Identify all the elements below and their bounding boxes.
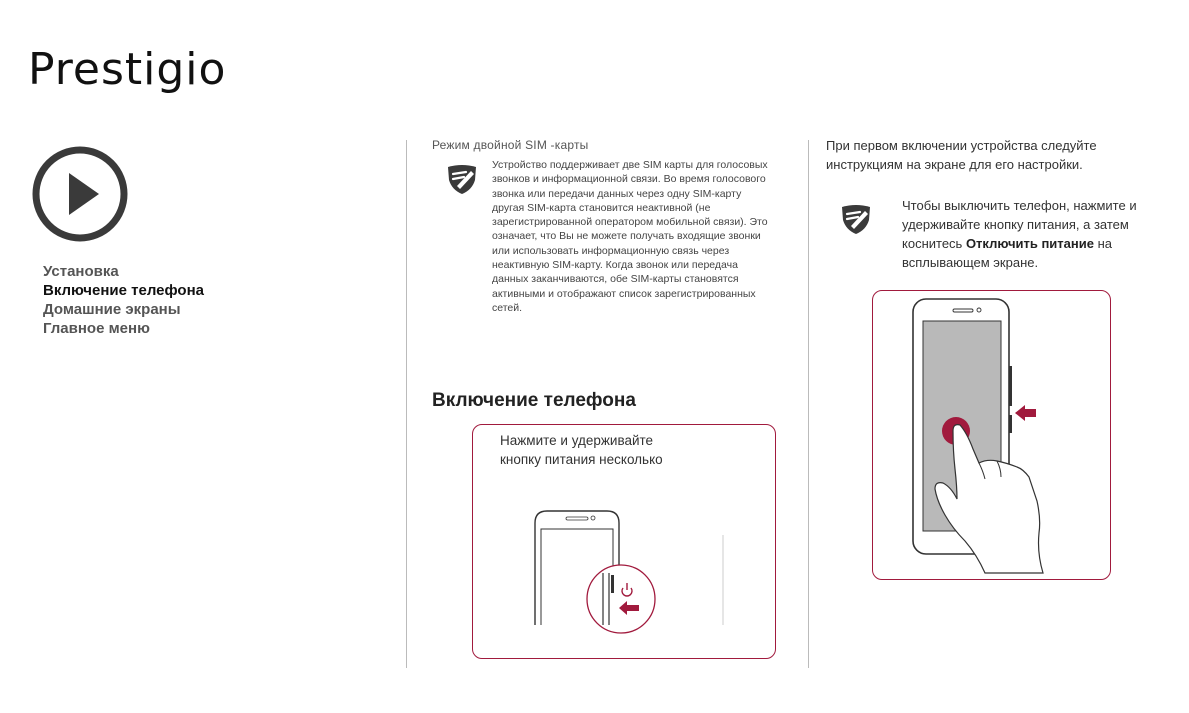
phone-touch-illustration: [873, 291, 1110, 579]
note-pen-icon: [444, 162, 480, 196]
power-on-illustration-frame: [472, 424, 776, 659]
arrow-left-icon: [1015, 405, 1036, 421]
sidebar-item-power-on[interactable]: Включение телефона: [43, 282, 204, 299]
sidebar-item-home-screens[interactable]: Домашние экраны: [43, 301, 181, 318]
note-pen-icon: [838, 202, 874, 236]
power-on-instruction-line1: Нажмите и удерживайте: [500, 433, 654, 448]
power-off-illustration-frame: [872, 290, 1111, 580]
page-divider-right: [808, 140, 809, 668]
dual-sim-title: Режим двойной SIM -карты: [432, 138, 589, 152]
phone-side-illustration: [473, 425, 775, 658]
sidebar-item-installation[interactable]: Установка: [43, 263, 119, 280]
dual-sim-note: Устройство поддерживает две SIM карты для голосовых звонков и информационной связи. Во время голосового звонка или передачи данных через одну SIM-карту другая SIM-карта становится неактивной (не зарегистрированной оператором мобильной связи). Это означает, что Вы не можете получать входящие звонки или использовать информационную связь через неактивную SIM-карту. Когда звонок или передача данных заканчиваются, обе SIM-карты становятся активными и отображают список зарегистрированных сетей.: [492, 159, 768, 314]
brand-logo: Prestigio: [28, 44, 227, 95]
right-page: [826, 136, 1176, 270]
left-page: [432, 138, 777, 467]
power-off-note-tail: на всплывающем экране.: [902, 236, 1113, 270]
page-divider-left: [406, 140, 407, 668]
power-on-heading: Включение телефона: [432, 390, 636, 411]
power-off-note-text: Чтобы выключить телефон, нажмите и удерживайте кнопку питания, а затем коснитесь: [902, 198, 1137, 251]
power-off-option-label: Отключить питание: [965, 236, 1094, 251]
power-off-note: [902, 196, 1189, 272]
play-icon: [32, 146, 128, 242]
setup-intro: При первом включении устройства следуйте инструкциям на экране для его настройки.: [826, 138, 1097, 172]
sidebar-item-main-menu[interactable]: Главное меню: [43, 320, 150, 337]
sidebar-nav: [43, 262, 204, 338]
power-on-instruction-line2: кнопку питания несколько: [500, 452, 663, 467]
play-button[interactable]: [32, 146, 128, 242]
